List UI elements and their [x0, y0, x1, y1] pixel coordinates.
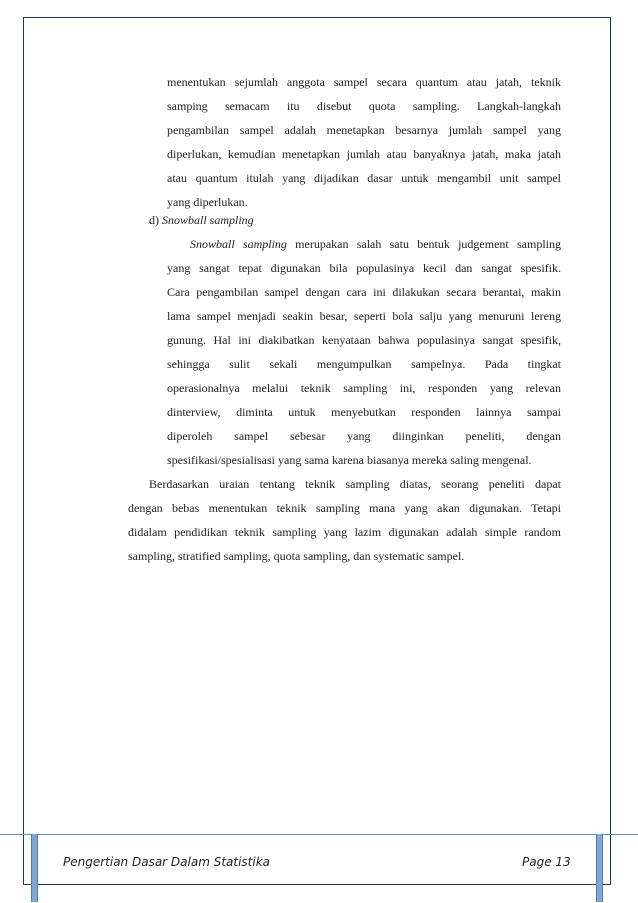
- text-line: operasionalnya melalui teknik sampling ini, responden yang relevan: [167, 381, 561, 395]
- text-line: diperlukan, kemudian menetapkan jumlah atau banyaknya jatah, maka jatah: [167, 147, 561, 161]
- text-line: dengan bebas menentukan teknik sampling mana yang akan digunakan. Tetapi: [128, 501, 561, 515]
- text-line: Cara pengambilan sampel dengan cara ini dilakukan secara berantai, makin: [167, 285, 561, 299]
- text-line: [190, 236, 561, 252]
- text-line: atau quantum itulah yang dijadikan dasar untuk mengambil unit sampel: [167, 171, 561, 185]
- text-line: sehingga sulit sekali mengumpulkan sampelnya. Pada tingkat: [167, 357, 561, 371]
- footer-right-bar: [596, 834, 603, 902]
- text-line: sampling, stratified sampling, quota sampling, dan systematic sampel.: [128, 549, 465, 563]
- text-line: diperoleh sampel sebesar yang diinginkan peneliti, dengan: [167, 429, 561, 443]
- text-line: dinterview, diminta untuk menyebutkan responden lainnya sampai: [167, 405, 561, 419]
- text-line: yang diperlukan.: [167, 195, 248, 209]
- section-title: Snowball sampling: [162, 213, 254, 227]
- text-line: lama sampel menjadi seakin besar, seperti bola salju yang menuruni lereng: [167, 309, 561, 323]
- term-italic: Snowball sampling: [190, 237, 287, 251]
- footer-left-bar: [31, 834, 38, 902]
- footer-title: Pengertian Dasar Dalam Statistika: [63, 855, 271, 869]
- text-line: samping semacam itu disebut quota sampling. Langkah-langkah: [167, 99, 561, 113]
- text-line: menentukan sejumlah anggota sampel secara quantum atau jatah, teknik: [167, 75, 561, 89]
- text-line: didalam pendidikan teknik sampling yang lazim digunakan adalah simple random: [128, 525, 561, 539]
- text-line: yang sangat tepat digunakan bila populasinya kecil dan sangat spesifik.: [167, 261, 561, 275]
- list-marker: d): [149, 213, 159, 227]
- text-line: gunung. Hal ini diakibatkan kenyataan bahwa populasinya sangat spesifik,: [167, 333, 561, 347]
- text-span: merupakan salah satu bentuk judgement sampling: [286, 237, 561, 251]
- page-number: Page 13: [522, 855, 571, 869]
- text-line: pengambilan sampel adalah menetapkan besarnya jumlah sampel yang: [167, 123, 561, 137]
- text-line: Berdasarkan uraian tentang teknik sampling diatas, seorang peneliti dapat: [149, 477, 561, 491]
- list-heading: [149, 212, 254, 228]
- footer-rule: [0, 834, 638, 835]
- text-line: spesifikasi/spesialisasi yang sama karena biasanya mereka saling mengenal.: [167, 453, 532, 467]
